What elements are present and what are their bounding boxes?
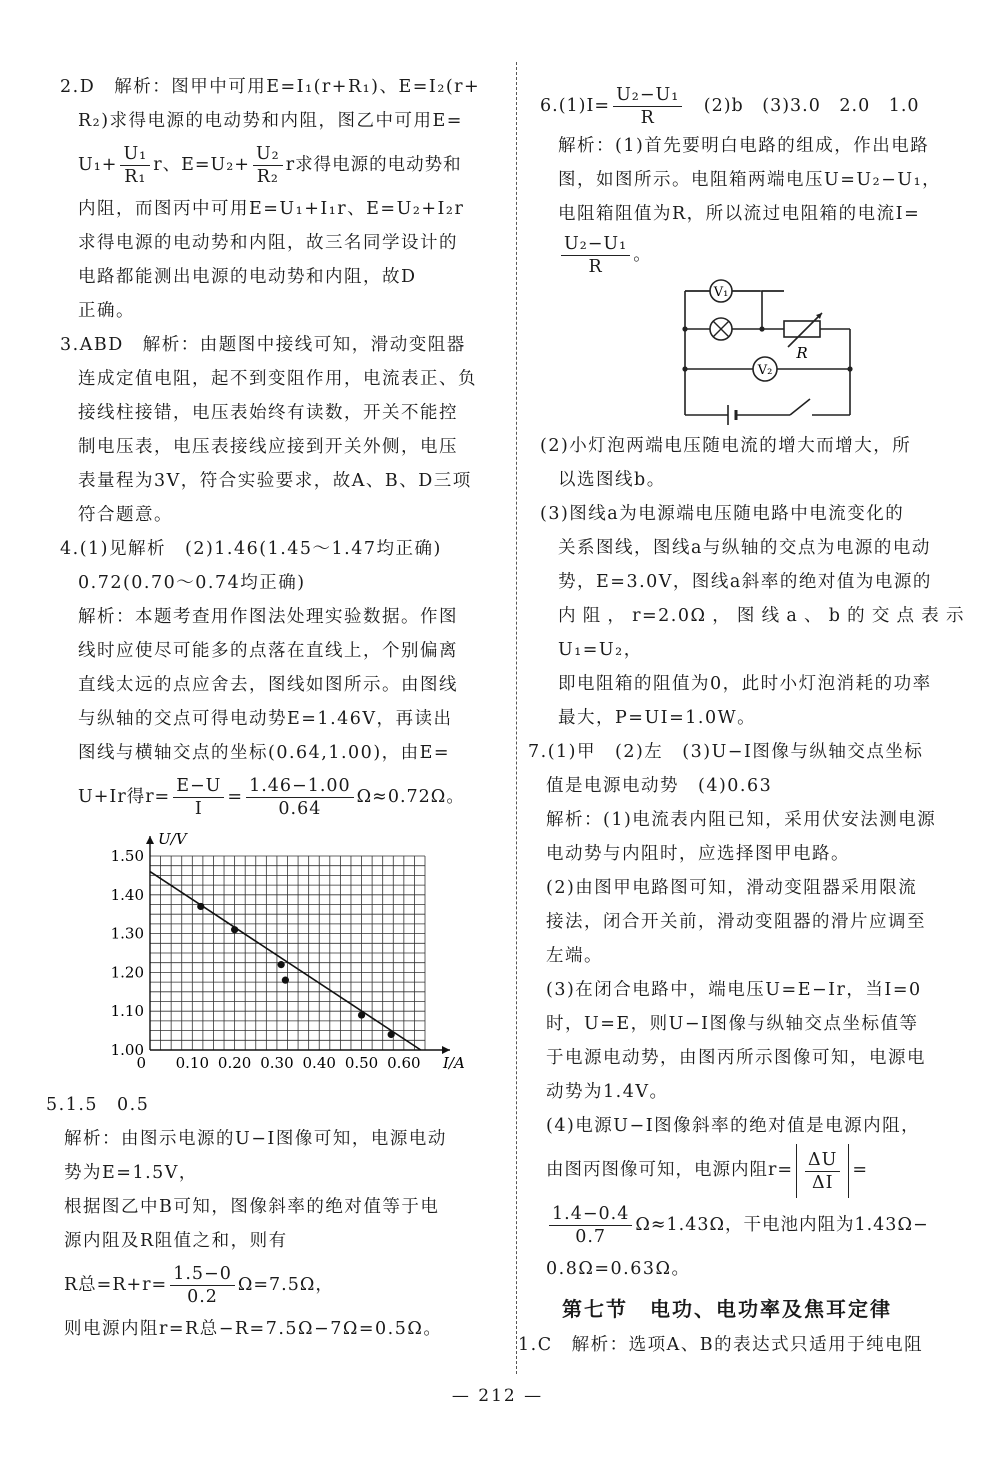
answer-q6 <box>540 84 965 735</box>
x-tick-label: 0 <box>136 1054 146 1072</box>
answer-q3 <box>60 328 505 532</box>
fraction: $\frac{\text{U₂−U₁}}{R}$ <box>613 84 682 129</box>
text-line: 即电阻箱的阻值为0，此时小灯泡消耗的功率 <box>558 674 932 694</box>
fraction: $\frac{1.5-0}{0.2}$ <box>170 1263 235 1308</box>
answer-q2 <box>60 70 505 328</box>
text-line: 根据图乙中B可知，图像斜率的绝对值等于电 <box>64 1197 440 1217</box>
answer-q7 <box>528 735 965 1286</box>
section-title: 第七节 电功、电功率及焦耳定律 <box>562 1296 892 1321</box>
text-line: 关系图线，图线a与纵轴的交点为电源的电动 <box>558 538 931 558</box>
text-line: 接法，闭合开关前，滑动变阻器的滑片应调至 <box>546 912 926 932</box>
circuit-diagram <box>540 279 965 429</box>
formula-line: R总=R+r= $\frac{1.5-0}{0.2}$ Ω=7.5Ω， <box>64 1264 334 1307</box>
text-line: (4)电源U−I图像斜率的绝对值是电源内阻， <box>546 1116 921 1136</box>
text-line: (2)小灯泡两端电压随电流的增大而增大，所 <box>540 436 912 456</box>
text-line: 直线太远的点应舍去，图线如图所示。由图线 <box>78 675 458 695</box>
y-tick-label: 1.10 <box>110 1002 144 1021</box>
text-line: 线时应使尽可能多的点落在直线上，个别偏离 <box>78 641 458 661</box>
data-point <box>358 1011 365 1018</box>
text-line: 符合题意。 <box>78 505 173 525</box>
resistor-label: R <box>796 344 808 362</box>
text-line: 解析：(1)首先要明白电路的组成，作出电路 <box>558 136 930 156</box>
column-divider <box>516 62 517 1374</box>
y-tick-label: 1.00 <box>110 1041 144 1059</box>
text-line: 7.(1)甲 (2)左 (3)U−I图像与纵轴交点坐标 <box>528 742 924 762</box>
x-axis-label: I/A <box>443 1054 465 1072</box>
text-line: 解析：本题考查用作图法处理实验数据。作图 <box>78 607 458 627</box>
text-line: 2.D 解析：图甲中可用E=I₁(r+R₁)、E=I₂(r+ <box>60 77 481 97</box>
page-number: — 212 — <box>451 1386 544 1406</box>
text-line: 势为E=1.5V， <box>64 1163 198 1183</box>
absolute-value <box>796 1144 849 1198</box>
text-line: 源内阻及R阻值之和，则有 <box>64 1231 288 1251</box>
text-line: 解析：(1)电流表内阻已知，采用伏安法测电源 <box>546 810 937 830</box>
text-line: 则电源内阻r=R总−R=7.5Ω−7Ω=0.5Ω。 <box>64 1319 443 1339</box>
y-tick-label: 1.30 <box>110 924 144 943</box>
voltmeter-v2 <box>753 357 777 381</box>
answer-q5 <box>46 1088 505 1346</box>
y-axis-arrow <box>146 836 154 844</box>
text-line: 求得电源的电动势和内阻，故三名同学设计的 <box>78 233 458 253</box>
text-line: 1.C 解析：选项A、B的表达式只适用于纯电阻 <box>518 1334 924 1355</box>
text-line: 0.72(0.70～0.74均正确) <box>78 573 306 593</box>
data-point <box>197 903 204 910</box>
text-line: 电路都能测出电源的电动势和内阻，故D <box>78 267 417 287</box>
data-point <box>388 1031 395 1038</box>
text-line: 动势为1.4V。 <box>546 1082 669 1102</box>
text-line: 图，如图所示。电阻箱两端电压U=U₂−U₁， <box>558 170 942 190</box>
left-column <box>46 70 505 1346</box>
svg-text:V₂: V₂ <box>757 363 773 378</box>
text-line: 正确。 <box>78 301 135 321</box>
formula-line: 6.(1)I= $\frac{\text{U₂−U₁}}{R}$ (2)b (3)3.0 2.0 1.0 <box>540 85 920 128</box>
text-line: 势，E=3.0V，图线a斜率的绝对值为电源的 <box>558 572 932 592</box>
text-line: 4.(1)见解析 (2)1.46(1.45～1.47均正确) <box>60 539 442 559</box>
x-tick-label: 0.40 <box>302 1054 336 1072</box>
text-line: (3)图线a为电源端电压随电路中电流变化的 <box>540 504 905 524</box>
text-line: 值是电源电动势 (4)0.63 <box>546 776 773 796</box>
y-tick-label: 1.20 <box>110 963 144 982</box>
formula-line: U₁+ $\frac{\text{U₁}}{\text{R₁}}$ r、E=U₂+ $\frac{\text{U₂}}{\text{R₂}}$ r求得电源的电动势和 <box>78 144 462 187</box>
formula-line: U+Ir得r= $\frac{E-U}{I}$ = $\frac{1.46-1.00}{0.64}$ Ω≈0.72Ω。 <box>78 776 465 819</box>
fraction: $\frac{\text{U₂−U₁}}{R}$ <box>561 233 630 278</box>
answer-q4 <box>60 532 505 824</box>
formula-line: 由图丙图像可知，电源内阻r= $\frac{\Delta U}{\Delta I}$ = <box>528 1143 965 1198</box>
formula-line: $\frac{1.4-0.4}{0.7}$ Ω≈1.43Ω，干电池内阻为1.43Ω− <box>528 1198 965 1252</box>
text-line: 于电源电动势，由图丙所示图像可知，电源电 <box>546 1048 926 1068</box>
fraction: $\frac{\text{U₁}}{\text{R₁}}$ <box>120 143 150 188</box>
data-point <box>231 926 238 933</box>
text-line: 解析：由图示电源的U−I图像可知，电源电动 <box>64 1129 447 1149</box>
y-axis-label: U/V <box>158 830 187 848</box>
fraction: $\frac{1.46-1.00}{0.64}$ <box>246 775 354 820</box>
voltmeter-v1 <box>710 280 732 302</box>
formula-line: $\frac{\text{U₂−U₁}}{R}$ 。 <box>540 231 965 279</box>
text-line: 最大，P=UI=1.0W。 <box>558 708 757 728</box>
x-axis-arrow <box>442 1046 450 1054</box>
data-point <box>278 961 285 968</box>
text-line: 内阻，r=2.0Ω，图线a、b的交点表示U₁=U₂， <box>558 606 965 660</box>
y-tick-label: 1.50 <box>110 847 144 865</box>
x-tick-label: 0.60 <box>387 1054 421 1072</box>
y-tick-label: 1.40 <box>110 885 144 904</box>
fraction: $\frac{\text{U₂}}{\text{R₂}}$ <box>253 143 283 188</box>
fraction: $\frac{\Delta U}{\Delta I}$ <box>805 1149 840 1194</box>
u-i-chart <box>80 828 480 1088</box>
text-line: 时，U=E，则U−I图像与纵轴交点坐标值等 <box>546 1014 919 1034</box>
x-tick-label: 0.20 <box>217 1054 252 1072</box>
fit-line <box>150 872 421 1050</box>
text-line: 0.8Ω=0.63Ω。 <box>546 1258 691 1279</box>
text-line: (3)在闭合电路中，端电压U=E−Ir，当I=0 <box>546 980 922 1000</box>
svg-text:V₁: V₁ <box>713 285 729 300</box>
text-line: 内阻，而图丙中可用E=U₁+I₁r、E=U₂+I₂r <box>78 199 465 219</box>
text-line: 图线与横轴交点的坐标(0.64,1.00)，由E= <box>78 743 451 763</box>
text-line: 连成定值电阻，起不到变阻作用，电流表正、负 <box>78 369 477 389</box>
text-line: 制电压表，电压表接线应接到开关外侧，电压 <box>78 437 458 457</box>
x-tick-label: 0.10 <box>175 1054 210 1072</box>
text-line: 电动势与内阻时，应选择图甲电路。 <box>546 844 850 864</box>
text-line: 5.1.5 0.5 <box>46 1095 150 1115</box>
x-tick-label: 0.50 <box>344 1054 379 1072</box>
lamp <box>710 318 732 340</box>
text-line: 电阻箱阻值为R，所以流过电阻箱的电流I= <box>558 204 921 224</box>
x-tick-label: 0.30 <box>260 1054 294 1072</box>
right-column <box>518 84 965 1362</box>
data-point <box>282 977 289 984</box>
text-line: 与纵轴的交点可得电动势E=1.46V，再读出 <box>78 709 453 729</box>
text-line: 左端。 <box>546 946 603 966</box>
fraction: $\frac{E-U}{I}$ <box>173 775 224 820</box>
fraction: $\frac{1.4-0.4}{0.7}$ <box>549 1203 632 1248</box>
text-line: 接线柱接错，电压表始终有读数，开关不能控 <box>78 403 458 423</box>
text-line: 以选图线b。 <box>558 470 666 490</box>
text-line: 3.ABD 解析：由题图中接线可知，滑动变阻器 <box>60 335 466 355</box>
text-line: 表量程为3V，符合实验要求，故A、B、D三项 <box>78 471 472 491</box>
text-line: R₂)求得电源的电动势和内阻，图乙中可用E= <box>78 111 463 131</box>
text-line: (2)由图甲电路图可知，滑动变阻器采用限流 <box>546 878 918 898</box>
